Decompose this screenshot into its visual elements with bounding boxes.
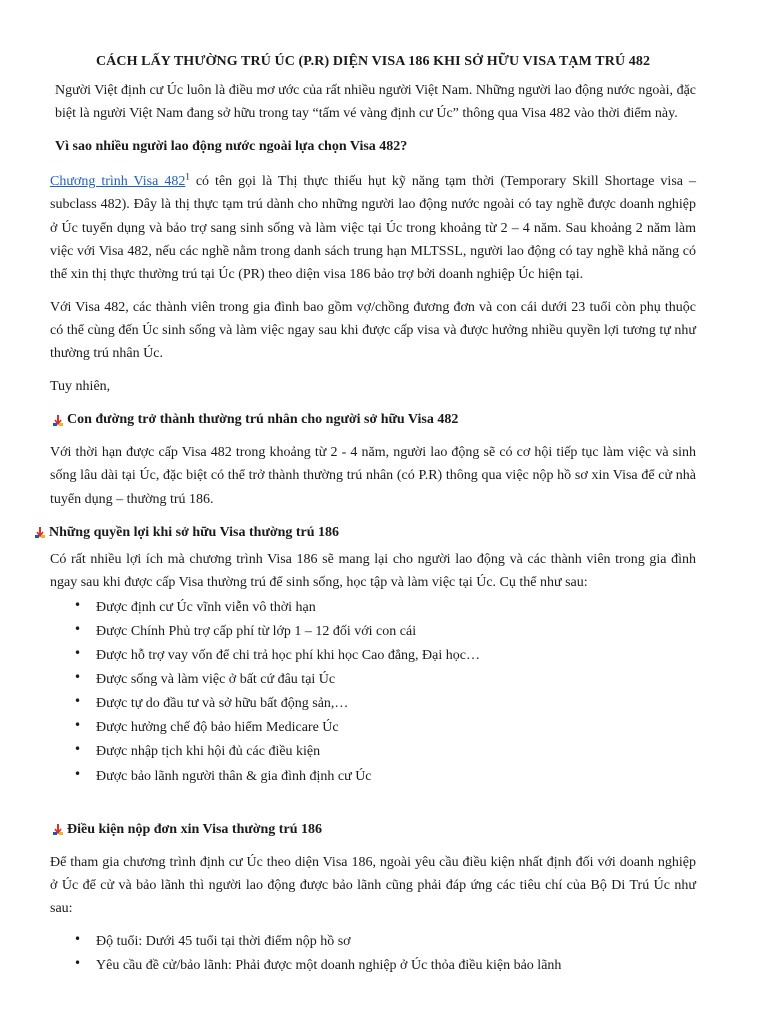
list-item: • Được tự do đầu tư và sở hữu bất động sản,… — [96, 692, 696, 715]
list-item: • Được nhập tịch khi hội đủ các điều kiện — [96, 740, 696, 763]
section-marker-icon — [52, 823, 64, 835]
section-pr-pathway-body: Với thời hạn được cấp Visa 482 trong khoảng từ 2 - 4 năm, người lao động sẽ có cơ hội tiếp tục làm việc và sinh sống lâu dài tại Úc, đặc biệt có thể trở thành thường trú nhân (có P.R) thông qua việc nộp hồ sơ xin Visa để cử nhà tuyển dụng – thường trú 186. — [50, 445, 696, 507]
list-item: • Được định cư Úc vĩnh viễn vô thời hạn — [96, 596, 696, 619]
family-paragraph: Với Visa 482, các thành viên trong gia đình bao gồm vợ/chồng đương đơn và con cái dưới 23 tuổi còn phụ thuộc có thể cùng đến Úc sinh sống và làm việc ngay sau khi được cấp visa và được hưởng nhiều quyền lợi tương tự như thường trú nhân Úc. — [50, 299, 696, 362]
section-marker-icon — [52, 414, 64, 426]
question-heading: Vì sao nhiều người lao động nước ngoài lựa chọn Visa 482? — [55, 139, 408, 155]
list-item: • Độ tuổi: Dưới 45 tuổi tại thời điểm nộp hồ sơ — [96, 930, 696, 953]
list-item: • Được hỗ trợ vay vốn để chi trả học phí khi học Cao đẳng, Đại học… — [96, 644, 696, 667]
footnote-ref[interactable]: 1 — [185, 171, 190, 182]
section-heading-text: Những quyền lợi khi sở hữu Visa thường trú 186 — [49, 524, 340, 540]
conditions-list — [50, 930, 696, 977]
section-pr-pathway-heading — [52, 408, 696, 431]
visa-482-paragraph — [50, 170, 696, 285]
spacer — [50, 798, 696, 812]
section-conditions-body: Để tham gia chương trình định cư Úc theo diện Visa 186, ngoài yêu cầu điều kiện nhất định đối với doanh nghiệp ở Úc để cử và bảo lãnh thì người lao động được bảo lãnh cũng phải đáp ứng các tiêu chí của Bộ Di Trú Úc như sau: — [50, 854, 696, 916]
document-title: CÁCH LẤY THƯỜNG TRÚ ÚC (P.R) DIỆN VISA 186 KHI SỞ HỮU VISA TẠM TRÚ 482 — [95, 54, 651, 69]
list-item: • Được bảo lãnh người thân & gia đình định cư Úc — [96, 765, 696, 788]
section-benefits-heading — [34, 521, 696, 544]
section-benefits-body: Có rất nhiều lợi ích mà chương trình Visa 186 sẽ mang lại cho người lao động và các thành viên trong gia đình ngay sau khi được cấp Visa thường trú để sinh sống, học tập và làm việc tại Úc. Cụ thể như sau: — [50, 551, 696, 590]
visa-482-paragraph-text: có tên gọi là Thị thực thiếu hụt kỹ năng tạm thời (Temporary Skill Shortage visa – subclass 482). Đây là thị thực tạm trú dành cho những người lao động nước ngoài có tay nghề được doanh nghiệp ở Úc tuyển dụng và bảo trợ sang sinh sống và làm việc tại Úc trong khoảng từ 2 – 4 năm. Sau khoảng 2 năm làm việc với Visa 482, nếu các nghề nằm trong danh sách trung hạn MLTSSL, người lao động có tay nghề khả năng có thể xin thị thực thường trú tại Úc (PR) theo diện visa 186 bảo trợ bởi doanh nghiệp Úc hiện tại. — [50, 174, 696, 282]
list-item: • Yêu cầu đề cử/bảo lãnh: Phải được một doanh nghiệp ở Úc thỏa điều kiện bảo lãnh — [96, 954, 696, 977]
list-item: • Được hưởng chế độ bảo hiểm Medicare Úc — [96, 716, 696, 739]
section-heading-text: Điều kiện nộp đơn xin Visa thường trú 186 — [67, 821, 322, 837]
intro-paragraph: Người Việt định cư Úc luôn là điều mơ ước của rất nhiều người Việt Nam. Những người lao động nước ngoài, đặc biệt là người Việt Nam đang sở hữu trong tay “tấm vé vàng định cư Úc” thông qua Visa 482 vào thời điểm này. — [55, 83, 696, 122]
visa-482-link[interactable]: Chương trình Visa 482 — [50, 174, 186, 190]
list-item: • Được sống và làm việc ở bất cứ đâu tại Úc — [96, 668, 696, 691]
however-paragraph: Tuy nhiên, — [50, 379, 111, 395]
benefits-list — [50, 596, 696, 788]
section-conditions-heading — [52, 818, 696, 841]
list-item: • Được Chính Phủ trợ cấp phí từ lớp 1 – 12 đối với con cái — [96, 620, 696, 643]
section-heading-text: Con đường trở thành thường trú nhân cho người sở hữu Visa 482 — [67, 412, 459, 428]
section-marker-icon — [34, 526, 46, 538]
